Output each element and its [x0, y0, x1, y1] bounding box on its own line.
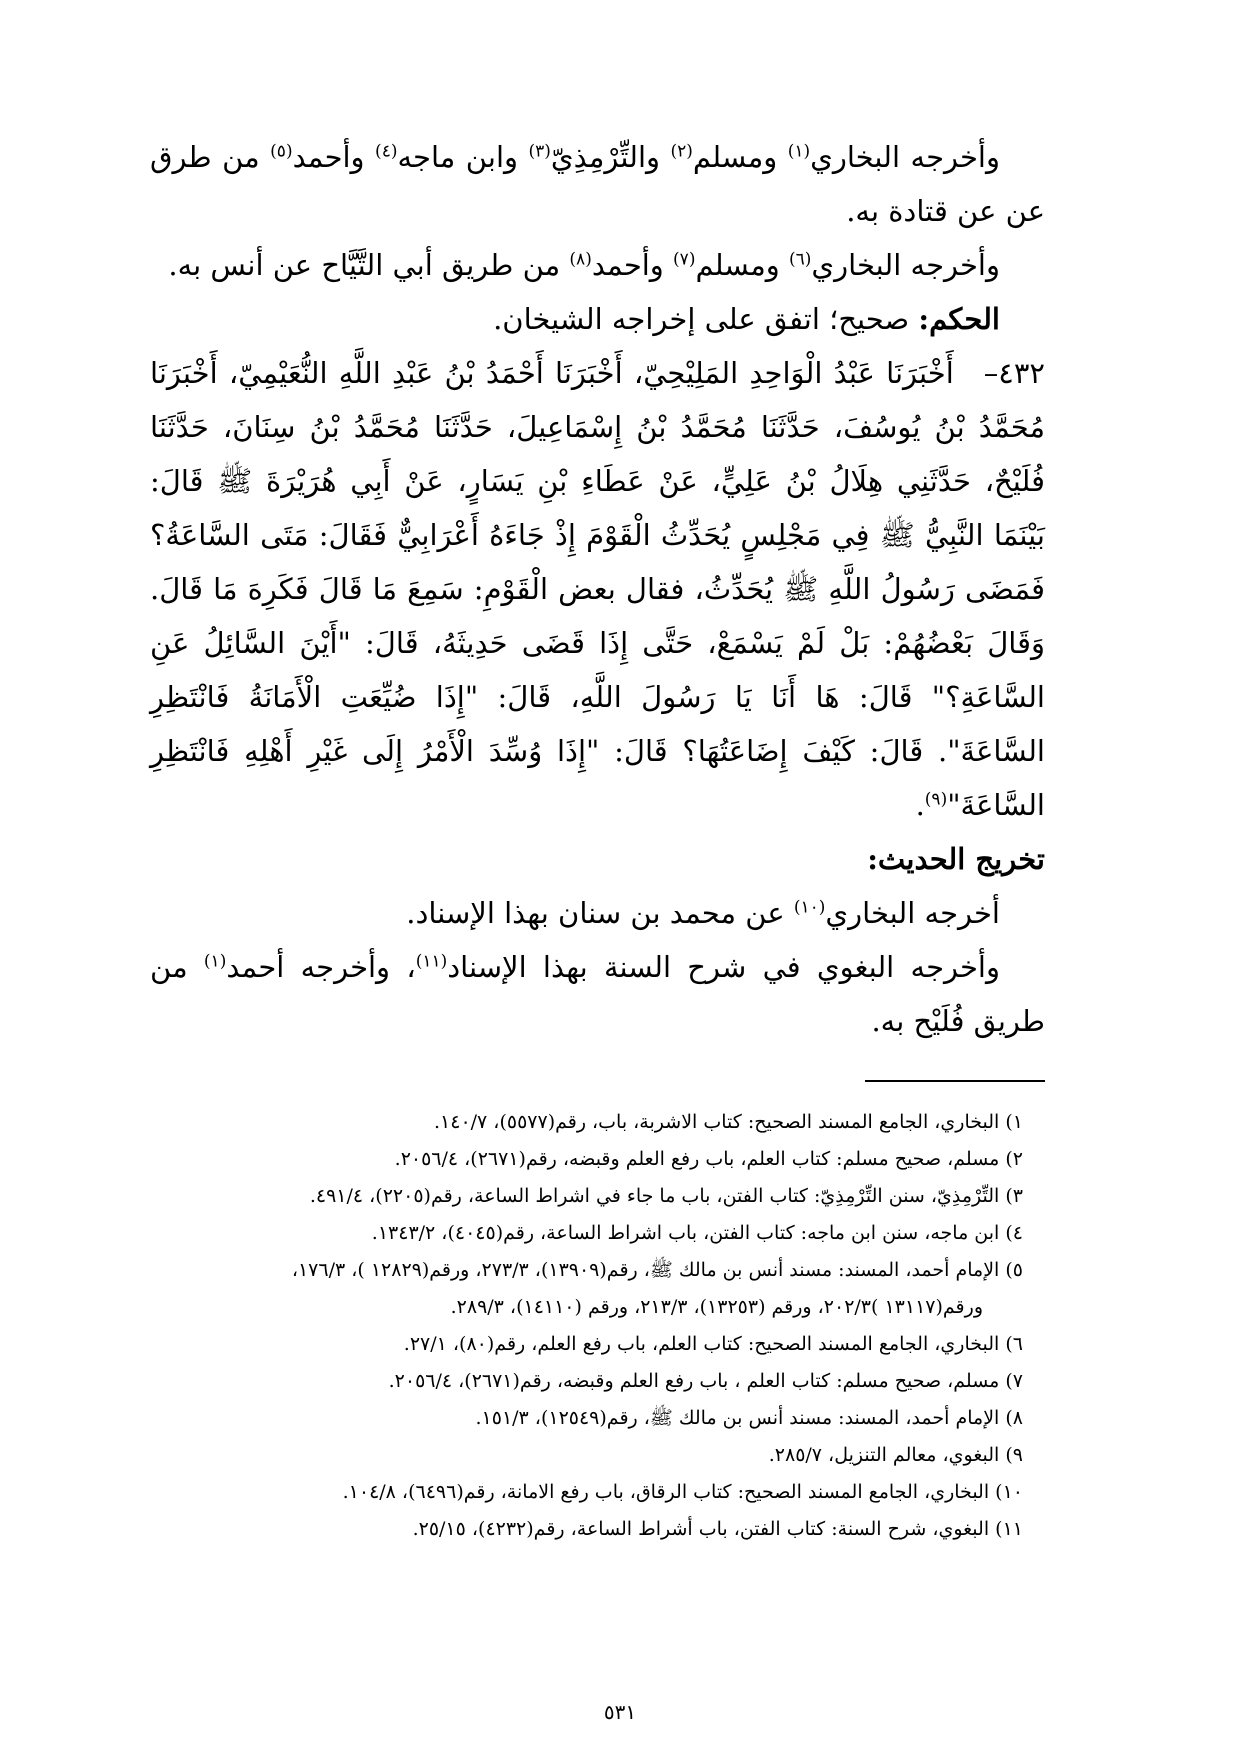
takhrij-paragraph-3: أخرجه البخاري$^{(١٠)}$ عن محمد بن سنان بهذا الإسناد. [406, 896, 1000, 930]
footnote-ref[interactable]: (٩) [924, 789, 948, 810]
takhrij-paragraph-1: وأخرجه البخاري$^{(١)}$ ومسلم$^{(٢)}$ والتِّرْمِذِيّ$^{(٣)}$ وابن ماجه$^{(٤)}$ وأحمد$^{(٥)}$ من طرق عن عن قتادة به. [150, 140, 1045, 228]
ruling-paragraph [150, 292, 1045, 346]
footnote-ref[interactable]: (١) [203, 951, 227, 972]
footnote-item: ٨) الإمام أحمد، المسند: مسند أنس بن مالك ﷺ، رقم(١٢٥٤٩)، ١٥١/٣. [475, 1407, 1023, 1429]
page-number: ٥٣١ [603, 1700, 637, 1724]
footnote-item: ٤) ابن ماجه، سنن ابن ماجه: كتاب الفتن، باب اشراط الساعة، رقم(٤٠٤٥)، ١٣٤٣/٢. [371, 1222, 1023, 1244]
takhrij-heading: تخريج الحديث: [867, 842, 1045, 876]
footnote-item: ٢) مسلم، صحيح مسلم: كتاب العلم، باب رفع العلم وقبضه، رقم(٢٦٧١)، ٢٠٥٦/٤. [394, 1148, 1023, 1170]
footnote-ref[interactable]: (٢) [670, 141, 693, 162]
footnote-item: ٥) الإمام أحمد، المسند: مسند أنس بن مالك ﷺ، رقم(١٣٩٠٩)، ٢٧٣/٣، ورقم(١٢٨٢٩ )، ١٧٦/٣، [291, 1259, 1023, 1281]
footnote-ref[interactable]: (١) [787, 141, 811, 162]
footnote-item: ١١) البغوي، شرح السنة: كتاب الفتن، باب أشراط الساعة، رقم(٤٢٣٢)، ٢٥/١٥. [412, 1518, 1023, 1540]
takhrij-paragraph-4: وأخرجه البغوي في شرح السنة بهذا الإسناد$^{(١١)}$، وأخرجه أحمد$^{(١)}$ من طريق فُلَيْح به. [150, 950, 1045, 1038]
hadith-number: ٤٣٢– [983, 356, 1045, 390]
footnote-ref[interactable]: (٨) [569, 249, 592, 270]
footnote-item: ٣) التِّرْمِذِيّ، سنن التِّرْمِذِيّ: كتاب الفتن، باب ما جاء في اشراط الساعة، رقم(٢٢٠٥)، ٤٩١/٤. [309, 1185, 1023, 1207]
footnote-separator [865, 1080, 1045, 1082]
hadith-text: أَخْبَرَنَا عَبْدُ الْوَاحِدِ المَلِيْحِيّ، أَخْبَرَنَا أَحْمَدُ بْنُ عَبْدِ اللَّهِ النُّعَيْمِيّ، أَخْبَرَنَا مُحَمَّدُ بْنُ يُوسُفَ، حَدَّثَنَا مُحَمَّدُ بْنُ إِسْمَاعِيلَ، حَدَّثَنَا مُحَمَّدُ بْنُ سِنَانَ، حَدَّثَنَا فُلَيْحٌ، حَدَّثَنِي هِلَالُ بْنُ عَلِيٍّ، عَنْ عَطَاءِ بْنِ يَسَارٍ، عَنْ أَبِي هُرَيْرَةَ ﷺ قَالَ: بَيْنَمَا النَّبِيُّ ﷺ فِي مَجْلِسٍ يُحَدِّثُ الْقَوْمَ إِذْ جَاءَهُ أَعْرَابِيٌّ فَقَالَ: مَتَى السَّاعَةُ؟ فَمَضَى رَسُولُ اللَّهِ ﷺ يُحَدِّثُ، فقال بعض الْقَوْمِ: سَمِعَ مَا قَالَ فَكَرِهَ مَا قَالَ. وَقَالَ بَعْضُهُمْ: بَلْ لَمْ يَسْمَعْ، حَتَّى إِذَا قَضَى حَدِيثَهُ، قَالَ: "أَيْنَ السَّائِلُ عَنِ السَّاعَةِ؟" قَالَ: هَا أَنَا يَا رَسُولَ اللَّهِ، قَالَ: "إِذَا ضُيِّعَتِ الْأَمَانَةُ فَانْتَظِرِ السَّاعَةَ". قَالَ: كَيْفَ إِضَاعَتُهَا؟ قَالَ: "إِذَا وُسِّدَ الْأَمْرُ إِلَى غَيْرِ أَهْلِهِ فَانْتَظِرِ السَّاعَةَ" [150, 356, 1045, 822]
footnote-item: ١٠) البخاري، الجامع المسند الصحيح: كتاب الرقاق، باب رفع الامانة، رقم(٦٤٩٦)، ١٠٤/٨. [342, 1481, 1023, 1503]
footnote-ref[interactable]: (٤) [375, 141, 398, 162]
ruling-text: صحيح؛ اتفق على إخراجه الشيخان. [493, 302, 919, 336]
main-text [150, 130, 1045, 1048]
footnote-ref[interactable]: (١١) [415, 951, 448, 972]
footnote-item: ٩) البغوي، معالم التنزيل، ٢٨٥/٧. [768, 1444, 1023, 1466]
footnote-ref[interactable]: (١٠) [793, 897, 826, 918]
footnote-ref[interactable]: (٣) [528, 141, 551, 162]
footnote-item: ٦) البخاري، الجامع المسند الصحيح: كتاب العلم، باب رفع العلم، رقم(٨٠)، ٢٧/١. [403, 1333, 1023, 1355]
footnote-item: ٧) مسلم، صحيح مسلم: كتاب العلم ، باب رفع العلم وقبضه، رقم(٢٦٧١)، ٢٠٥٦/٤. [388, 1370, 1023, 1392]
footnote-ref[interactable]: (٧) [673, 249, 696, 270]
footnote-ref[interactable]: (٥) [270, 141, 293, 162]
footnote-item: ١) البخاري، الجامع المسند الصحيح: كتاب الاشربة، باب، رقم(٥٥٧٧)، ١٤٠/٧. [433, 1111, 1023, 1133]
ruling-label: الحكم: [918, 302, 1000, 336]
footnotes [150, 1104, 1045, 1548]
footnote-ref[interactable]: (٦) [788, 249, 812, 270]
takhrij-paragraph-2: وأخرجه البخاري$^{(٦)}$ ومسلم$^{(٧)}$ وأحمد$^{(٨)}$ من طريق أبي التَّيَّاح عن أنس به. [168, 248, 1000, 282]
hadith-paragraph: ٤٣٢–أَخْبَرَنَا عَبْدُ الْوَاحِدِ المَلِيْحِيّ، أَخْبَرَنَا أَحْمَدُ بْنُ عَبْدِ اللَّهِ النُّعَيْمِيّ، أَخْبَرَنَا مُحَمَّدُ بْنُ يُوسُفَ، حَدَّثَنَا مُحَمَّدُ بْنُ إِسْمَاعِيلَ، حَدَّثَنَا مُحَمَّدُ بْنُ سِنَانَ، حَدَّثَنَا فُلَيْحٌ، حَدَّثَنِي هِلَالُ بْنُ عَلِيٍّ، عَنْ عَطَاءِ بْنِ يَسَارٍ، عَنْ أَبِي هُرَيْرَةَ ﷺ قَالَ: بَيْنَمَا النَّبِيُّ ﷺ فِي مَجْلِسٍ يُحَدِّثُ الْقَوْمَ إِذْ جَاءَهُ أَعْرَابِيٌّ فَقَالَ: مَتَى السَّاعَةُ؟ فَمَضَى رَسُولُ اللَّهِ ﷺ يُحَدِّثُ، فقال بعض الْقَوْمِ: سَمِعَ مَا قَالَ فَكَرِهَ مَا قَالَ. وَقَالَ بَعْضُهُمْ: بَلْ لَمْ يَسْمَعْ، حَتَّى إِذَا قَضَى حَدِيثَهُ، قَالَ: "أَيْنَ السَّائِلُ عَنِ السَّاعَةِ؟" قَالَ: هَا أَنَا يَا رَسُولَ اللَّهِ، قَالَ: "إِذَا ضُيِّعَتِ الْأَمَانَةُ فَانْتَظِرِ السَّاعَةَ". قَالَ: كَيْفَ إِضَاعَتُهَا؟ قَالَ: "إِذَا وُسِّدَ الْأَمْرُ إِلَى غَيْرِ أَهْلِهِ فَانْتَظِرِ السَّاعَةَ"$^{(٩)}$. [150, 346, 1045, 832]
footnote-continuation: ورقم(١٣١١٧ )٢٠٢/٣، ورقم (١٣٢٥٣)، ٢١٣/٣، ورقم (١٤١١٠)، ٢٨٩/٣. [450, 1296, 983, 1318]
